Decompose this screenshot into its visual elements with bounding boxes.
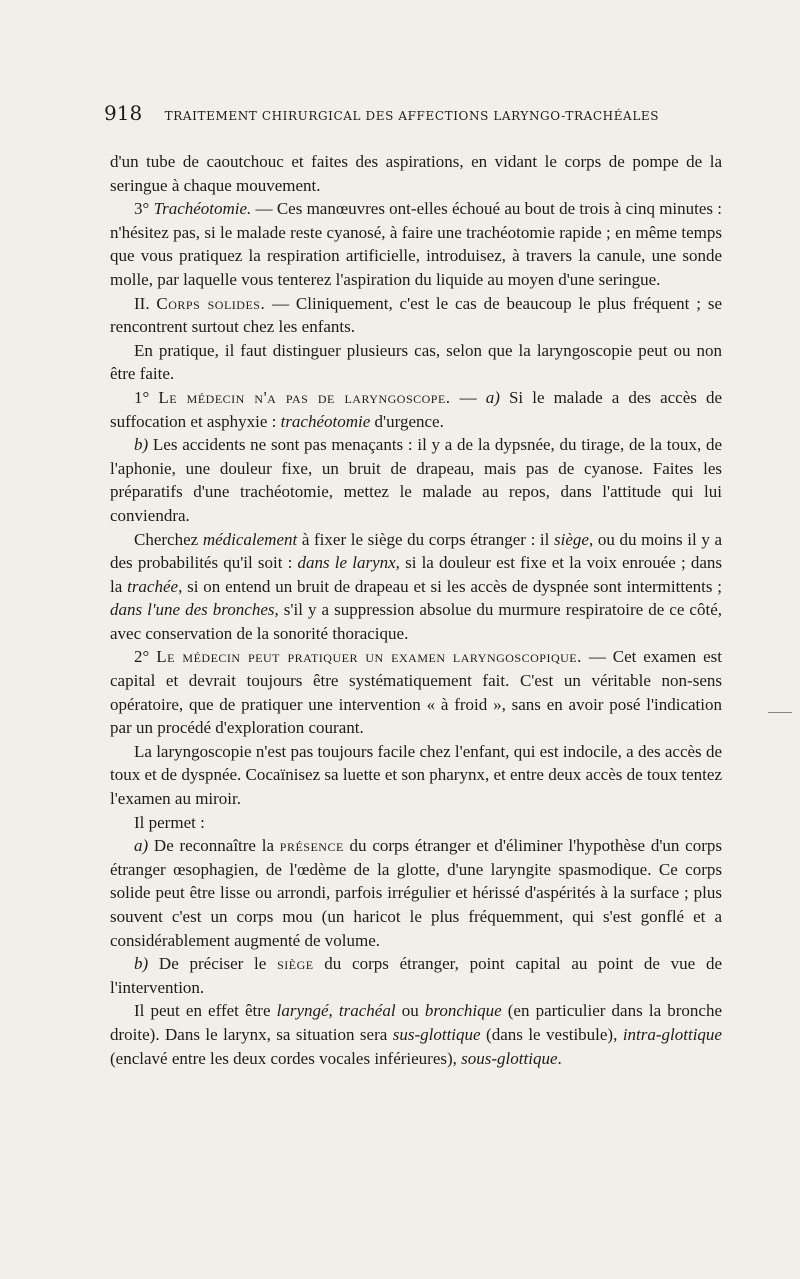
paragraph: Il permet : [134,812,205,832]
page-header [104,103,664,126]
paragraph: 2° Le médecin peut pratiquer un examen laryngoscopique. — Cet examen est capital et devrait toujours être systématiquement fait. C'est un véritable non-sens opératoire, que de pratiquer une intervention « à froid », sans en avoir posé l'indication par un procédé d'exploration courant. [110,647,722,738]
body-text [110,150,722,1070]
paragraph: Il peut en effet être laryngé, trachéal ou bronchique (en particulier dans la bronche droite). Dans le larynx, sa situation sera sus-glottique (dans le vestibule), intra-glottique (enclavé entre les deux cordes vocales inférieures), sous-glottique. [110,1001,722,1068]
paragraph: Cherchez médicalement à fixer le siège du corps étranger : il siège, ou du moins il y a des probabilités qu'il soit : dans le larynx, si la douleur est fixe et la voix enrouée ; dans la trachée, si on entend un bruit de drapeau et si les accès de dyspnée sont intermittents ; dans l'une des bronches, s'il y a suppression absolue du murmure respiratoire de ce côté, avec conservation de la sonorité thoracique. [110,529,723,643]
running-title: TRAITEMENT CHIRURGICAL DES AFFECTIONS LARYNGO-TRACHÉALES [164,109,660,123]
paragraph: En pratique, il faut distinguer plusieurs cas, selon que la laryngoscopie peut ou non être faite. [110,340,722,384]
section-title: Le médecin n'a pas de laryngoscope. [158,387,451,407]
paragraph: II. Corps solides. — Cliniquement, c'est le cas de beaucoup le plus fréquent ; se rencontrent surtout chez les enfants. [110,293,722,337]
page-number: 918 [104,101,143,125]
paragraph: b) De préciser le siège du corps étranger, point capital au point de vue de l'intervention. [110,954,723,997]
section-title: Trachéotomie. [153,199,252,219]
margin-mark [768,712,792,713]
paragraph: b) Les accidents ne sont pas menaçants : il y a de la dypsnée, du tirage, de la toux, de l'aphonie, une douleur fixe, un bruit de drapeau, mais pas de cyanose. Faites les préparatifs d'une trachéotomie, mettez le malade au repos, dans l'attitude qui lui conviendra. [110,435,722,525]
paragraph: 1° Le médecin n'a pas de laryngoscope. — a) Si le malade a des accès de suffocation et asphyxie : trachéotomie d'urgence. [110,387,723,431]
paragraph: a) De reconnaître la présence du corps étranger et d'éliminer l'hypothèse d'un corps étranger œsophagien, de l'œdème de la glotte, d'une laryngite spasmodique. Ce corps solide peut être lisse ou arrondi, parfois irrégulier et hérissé d'aspérités à la surface ; plus souvent c'est un corps mou (un haricot le plus fréquemment, qui s'est gonflé et a considérablement augmenté de volume. [110,836,722,950]
section-title: Corps solides. [156,293,266,313]
paragraph: d'un tube de caoutchouc et faites des aspirations, en vidant le corps de pompe de la seringue à chaque mouvement. [110,152,722,195]
paragraph: La laryngoscopie n'est pas toujours facile chez l'enfant, qui est indocile, a des accès de toux et de dyspnée. Cocaïnisez sa luette et son pharynx, et entre deux accès de toux tentez l'examen au miroir. [110,741,722,809]
section-title: Le médecin peut pratiquer un examen laryngoscopique. [156,647,582,667]
paragraph: 3° Trachéotomie. — Ces manœuvres ont-elles échoué au bout de trois à cinq minutes : n'hésitez pas, si le malade reste cyanosé, à faire une trachéotomie rapide ; en même temps que vous pratiquez la respiration artificielle, introduisez, à travers la canule, une sonde molle, par laquelle vous tenterez l'aspiration du liquide au moyen d'une seringue. [110,199,723,289]
